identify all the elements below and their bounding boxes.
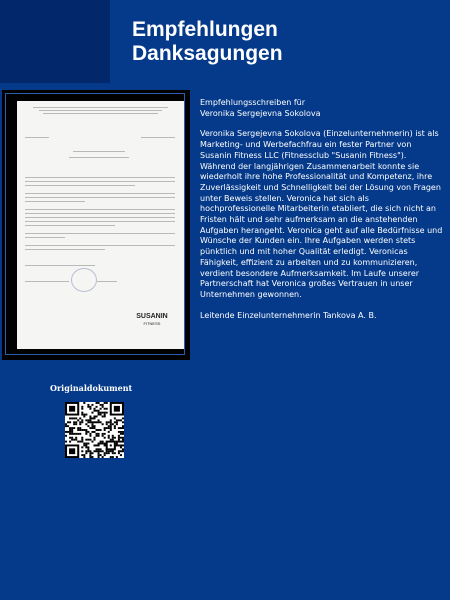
letter-signature: Leitende Einzelunternehmerin Tankova A. B.	[200, 310, 377, 320]
document-text-line	[25, 201, 85, 202]
letter-content	[200, 98, 443, 321]
letter-heading	[200, 98, 443, 119]
title-line-1: Empfehlungen	[132, 18, 278, 41]
document-text-line	[25, 237, 65, 238]
original-document-label: Originaldokument	[50, 383, 133, 393]
document-text-line	[25, 181, 175, 182]
document-text-line	[25, 233, 175, 234]
letter-heading-line-2: Veronika Sergejevna Sokolova	[200, 108, 321, 118]
page-title	[132, 18, 283, 66]
document-signature-line	[25, 281, 69, 282]
document-text-line	[25, 197, 175, 198]
document-text-line	[73, 151, 125, 152]
letter-body: Veronika Sergejevna Sokolova (Einzelunternehmerin) ist als Marketing- und Werbefachfrau ein fester Partner von Susanin Fitness LLC (Fitnessclub "Susanin Fitness"). Während der langjährigen Zusammenarbeit konnte sie wiederholt ihre hohe Professionalität und Kompetenz, ihre Zuverlässigkeit und Schnelligkeit bei der Lösung von Fragen unter Beweis stellen. Veronica hat sich als hochprofessionelle Mitarbeiterin etabliert, die sich nicht an Fristen hält und sehr aufmerksam an die anstehenden Aufgaben herangeht. Veronica geht auf alle Bedürfnisse und Wünsche der Kunden ein. Ihre Aufgaben werden stets pünktlich und mit hoher Qualität erledigt. Veronicas Fähigkeit, effizient zu arbeiten und zu kommunizieren, verdient besondere Aufmerksamkeit. Im Laufe unserer Partnerschaft hat Veronica großes Vertrauen in unser Unternehmen gewonnen.	[200, 129, 443, 299]
document-logo-subtext: FITNESS	[143, 321, 161, 326]
document-text-line	[25, 249, 105, 250]
document-signature-name	[97, 281, 117, 282]
document-text-line	[25, 185, 135, 186]
qr-code[interactable]	[65, 402, 124, 458]
document-logo-text: SUSANIN	[136, 313, 168, 320]
document-thumbnail[interactable]	[2, 90, 190, 360]
document-text-line	[25, 137, 49, 138]
title-line-2: Danksagungen	[132, 42, 283, 65]
document-text-line	[25, 177, 175, 178]
document-text-line	[25, 217, 175, 218]
header-accent-block	[0, 0, 110, 83]
document-text-line	[25, 193, 175, 194]
letter-heading-line-1: Empfehlungsschreiben für	[200, 98, 306, 107]
document-frame-border	[5, 93, 185, 355]
document-text-line	[25, 209, 175, 210]
qr-code-graphic	[65, 402, 124, 458]
document-letterhead	[33, 107, 168, 117]
document-text-line	[25, 221, 175, 222]
document-text-line	[25, 265, 95, 266]
document-text-line	[69, 157, 129, 158]
document-stamp	[71, 268, 97, 292]
document-text-line	[141, 137, 175, 138]
document-logo	[132, 312, 172, 330]
document-page	[17, 101, 184, 349]
document-text-line	[25, 225, 115, 226]
document-text-line	[25, 245, 175, 246]
document-text-line	[25, 213, 175, 214]
